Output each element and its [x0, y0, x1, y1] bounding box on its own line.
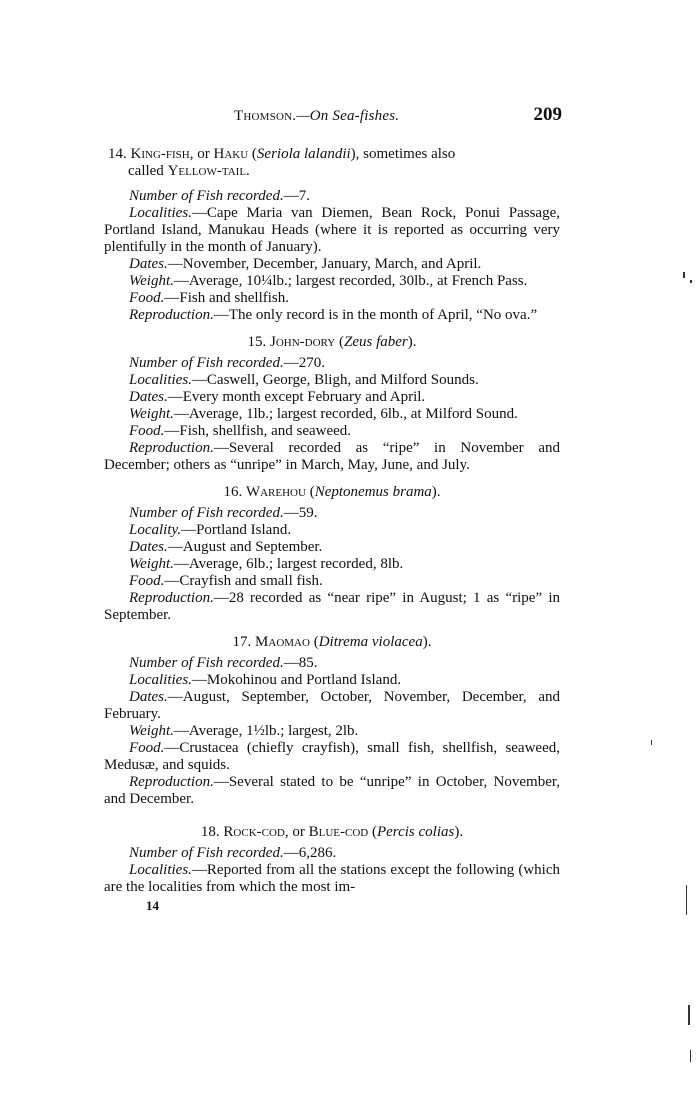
running-head-title: —On Sea-fishes.: [296, 108, 400, 124]
species-heading-16: 16. Warehou (Neptonemus brama).: [223, 484, 441, 500]
entry-label: Localities.: [129, 672, 192, 688]
entry-value: —Fish and shellfish.: [164, 290, 290, 306]
entry-value: —The only record is in the month of April, “No ova.”: [213, 307, 538, 323]
entry-value: —November, December, January, March, and April.: [167, 256, 482, 272]
heading-continuation-2: called: [128, 163, 168, 179]
entry-food: [104, 290, 560, 307]
entry-label: Dates.: [129, 256, 168, 272]
entry-value: —28 recorded as “near ripe” in August; 1 as “ripe” in September.: [104, 590, 560, 623]
species-common-name: Warehou: [245, 484, 306, 500]
entry-value: —Crayfish and small fish.: [164, 573, 323, 589]
entry-value: —Crustacea (chiefly crayfish), small fish, shellfish, seaweed, Medusæ, and squids.: [104, 740, 560, 773]
entry-value: —Average, 6lb.; largest recorded, 8lb.: [173, 556, 404, 572]
entry-value: —August, September, October, November, December, and February.: [104, 689, 560, 722]
entry-label: Weight.: [129, 406, 174, 422]
entry-value: —Cape Maria van Diemen, Bean Rock, Ponui Passage, Portland Island, Manukau Heads (where it is reported as occurring very plentifully in the month of January).: [104, 205, 560, 255]
species-common-name: King-fish,: [130, 146, 194, 162]
entry-label: Reproduction.: [129, 307, 214, 323]
entry-label: Food.: [129, 573, 165, 589]
heading-continuation: , sometimes also: [355, 146, 456, 162]
scan-speck: [690, 280, 692, 283]
entry-value: —7.: [283, 188, 310, 204]
scan-speck: [686, 885, 687, 915]
book-page: [104, 104, 560, 914]
species-common-name: Rock-cod,: [223, 824, 289, 840]
entry-number: [104, 845, 560, 862]
entry-dates: [104, 389, 560, 406]
entry-label: Weight.: [129, 723, 174, 739]
entry-dates: [104, 689, 560, 723]
page-header: [104, 104, 560, 134]
entry-value: —Fish, shellfish, and seaweed.: [164, 423, 352, 439]
entry-reproduction: [104, 774, 560, 808]
entry-label: Localities.: [129, 862, 192, 878]
entry-label: Weight.: [129, 273, 174, 289]
entry-weight: [104, 406, 560, 423]
species-number: 18.: [200, 824, 224, 840]
species-alt-name: Yellow-tail.: [167, 163, 250, 179]
entry-label: Locality.: [129, 522, 182, 538]
entry-value: —Caswell, George, Bligh, and Milford Sounds.: [191, 372, 479, 388]
species-alt-name: Blue-cod: [308, 824, 369, 840]
heading-connector: or: [193, 146, 214, 162]
species-scientific-name: Zeus faber: [343, 334, 408, 350]
entry-value: —270.: [283, 355, 325, 371]
entry-value: —Several stated to be “unripe” in October, November, and December.: [104, 774, 560, 807]
entry-value: —Every month except February and April.: [167, 389, 426, 405]
entry-value: —6,286.: [283, 845, 337, 861]
species-number: 14.: [108, 146, 127, 162]
entry-value: —Average, 1½lb.; largest, 2lb.: [173, 723, 359, 739]
running-head-author: Thomson.: [234, 108, 297, 124]
species-maori-name: Haku: [213, 146, 249, 162]
species-number: 16.: [223, 484, 246, 500]
species-heading-15: 15. John-dory (Zeus faber).: [247, 334, 417, 350]
species-scientific-name: Percis colias: [376, 824, 455, 840]
running-head: [234, 108, 399, 125]
entry-localities: [104, 372, 560, 389]
entry-label: Localities.: [129, 205, 192, 221]
entry-label: Food.: [129, 740, 165, 756]
entry-localities: [104, 205, 560, 256]
scan-speck: [651, 740, 652, 745]
entry-number: [104, 505, 560, 522]
species-number: 17.: [232, 634, 256, 650]
species-heading-14: 14. King-fish, or Haku (Seriola lalandii), sometimes also called Yellow-tail.: [108, 146, 456, 179]
entry-value: —Average, 10¼lb.; largest recorded, 30lb., at French Pass.: [173, 273, 528, 289]
scan-speck: [690, 1050, 691, 1062]
printer-signature-mark: 14: [146, 898, 159, 913]
entry-weight: [104, 723, 560, 740]
entry-number: [104, 655, 560, 672]
entry-value: —Portland Island.: [181, 522, 292, 538]
entry-label: Localities.: [129, 372, 192, 388]
entry-reproduction: [104, 590, 560, 624]
entry-label: Reproduction.: [129, 590, 214, 606]
species-number: 15.: [247, 334, 270, 350]
entry-locality: [104, 522, 560, 539]
heading-connector: or: [288, 824, 309, 840]
entry-label: Number of Fish recorded.: [129, 188, 284, 204]
entry-label: Food.: [129, 423, 165, 439]
entry-value: —85.: [283, 655, 318, 671]
entry-food: [104, 573, 560, 590]
entry-reproduction: [104, 440, 560, 474]
entry-label: Weight.: [129, 556, 174, 572]
entry-label: Number of Fish recorded.: [129, 505, 284, 521]
page-number: 209: [533, 104, 562, 125]
entry-dates: [104, 539, 560, 556]
entry-label: Number of Fish recorded.: [129, 655, 284, 671]
species-heading-18: 18. Rock-cod, or Blue-cod (Percis colias).: [200, 824, 464, 840]
entry-food: [104, 740, 560, 774]
entry-number: [104, 355, 560, 372]
entry-value: —August and September.: [167, 539, 323, 555]
scan-speck: [683, 272, 685, 278]
species-scientific-name: Ditrema violacea: [318, 634, 423, 650]
entry-label: Number of Fish recorded.: [129, 845, 284, 861]
species-common-name: Maomao: [255, 634, 310, 650]
entry-value: —Several recorded as “ripe” in November and December; others as “unripe” in March, May, June, and July.: [104, 440, 560, 473]
entry-value: —Reported from all the stations except the following (which are the localities from which the most im-: [104, 862, 560, 895]
entry-dates: [104, 256, 560, 273]
entry-weight: [104, 273, 560, 290]
entry-value: —Mokohinou and Portland Island.: [191, 672, 402, 688]
entry-label: Food.: [129, 290, 165, 306]
entry-localities: [104, 862, 560, 896]
entry-value: —59.: [283, 505, 318, 521]
entry-label: Dates.: [129, 539, 168, 555]
entry-label: Dates.: [129, 689, 168, 705]
entry-weight: [104, 556, 560, 573]
entry-reproduction: [104, 307, 560, 324]
scan-speck: [688, 1005, 690, 1025]
entry-food: [104, 423, 560, 440]
entry-value: —Average, 1lb.; largest recorded, 6lb., at Milford Sound.: [173, 406, 518, 422]
species-common-name: John-dory: [270, 334, 336, 350]
species-scientific-name: Seriola lalandii: [256, 146, 351, 162]
entry-label: Dates.: [129, 389, 168, 405]
entry-localities: [104, 672, 560, 689]
species-scientific-name: Neptonemus brama: [314, 484, 432, 500]
species-heading-17: 17. Maomao (Ditrema violacea).: [232, 634, 432, 650]
entry-label: Reproduction.: [129, 440, 214, 456]
entry-number: [104, 188, 560, 205]
entry-label: Number of Fish recorded.: [129, 355, 284, 371]
entry-label: Reproduction.: [129, 774, 214, 790]
